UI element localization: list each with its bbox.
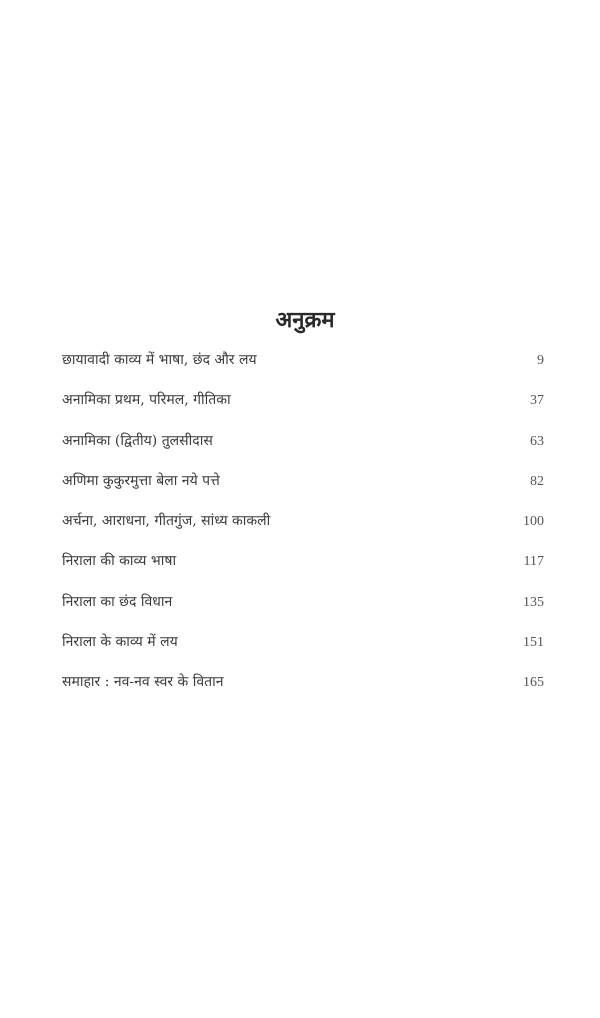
toc-entry [62, 672, 544, 712]
toc-entry-page: 100 [523, 514, 544, 530]
toc-entry-page: 151 [523, 635, 544, 651]
toc-entry [62, 592, 544, 632]
toc-entry [62, 471, 544, 511]
toc-entry-page: 135 [523, 594, 544, 610]
toc-entry-page: 82 [530, 473, 544, 489]
page-title: अनुक्रम [275, 307, 335, 333]
toc-entry [62, 551, 544, 591]
toc-entry-title: निराला का छंद विधान [62, 593, 173, 610]
table-of-contents [62, 350, 544, 713]
toc-entry-title: छायावादी काव्य में भाषा, छंद और लय [62, 352, 257, 368]
toc-entry-title: अणिमा कुकुरमुत्ता बेला नये पत्ते [62, 472, 220, 489]
toc-entry-title: अर्चना, आराधना, गीतगुंज, सांध्य काकली [62, 513, 271, 530]
toc-entry-page: 117 [523, 554, 544, 570]
toc-entry-title: निराला के काव्य में लय [62, 634, 178, 651]
toc-entry-page: 9 [537, 353, 544, 368]
toc-entry-title: अनामिका प्रथम, परिमल, गीतिका [62, 392, 231, 409]
toc-entry [62, 350, 544, 390]
toc-entry-title: समाहार : नव-नव स्वर के वितान [62, 674, 224, 691]
toc-entry [62, 390, 544, 430]
toc-entry [62, 632, 544, 672]
toc-entry-title: निराला की काव्य भाषा [62, 553, 177, 570]
toc-entry [62, 431, 544, 471]
toc-entry-page: 37 [530, 393, 544, 409]
toc-entry-page: 165 [523, 675, 544, 691]
toc-entry-title: अनामिका (द्वितीय) तुलसीदास [62, 432, 213, 449]
toc-entry-page: 63 [530, 433, 544, 449]
toc-entry [62, 511, 544, 551]
